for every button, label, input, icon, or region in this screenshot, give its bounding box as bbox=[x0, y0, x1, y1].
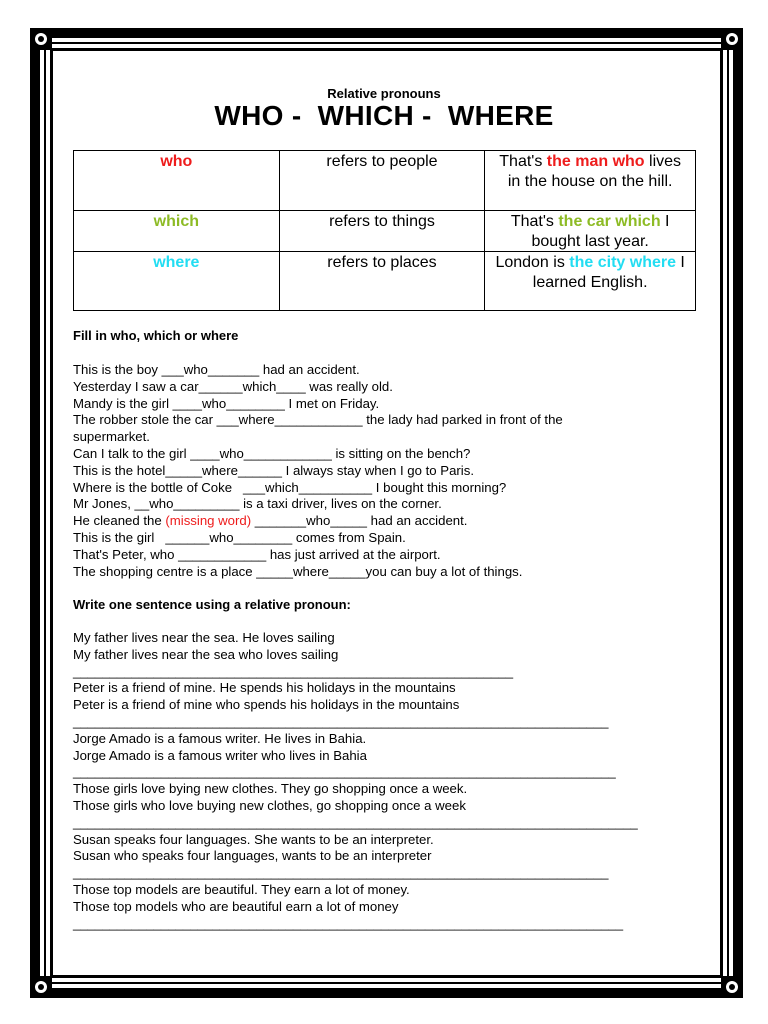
corner-ornament-icon bbox=[30, 976, 52, 998]
exercise-line: The robber stole the car ___where____________ the lady had parked in front of the bbox=[73, 412, 563, 428]
exercise-line: Susan speaks four languages. She wants to be an interpreter. bbox=[73, 831, 434, 847]
exercise-line: Those girls love bying new clothes. They go shopping once a week. bbox=[73, 781, 468, 797]
exercise-line: My father lives near the sea. He loves sailing bbox=[73, 630, 335, 645]
example-cell: London is the city where I learned English. bbox=[485, 252, 696, 311]
corner-ornament-icon bbox=[721, 976, 743, 998]
exercise-line: Can I talk to the girl ____who____________ is sitting on the bench? bbox=[73, 445, 471, 461]
page-subtitle: Relative pronouns bbox=[327, 86, 441, 101]
exercise-line: That's Peter, who ____________ has just arrived at the airport. bbox=[73, 546, 441, 562]
exercise-line: My father lives near the sea who loves sailing bbox=[73, 646, 339, 662]
answer-line: _________________________________________________________________________ bbox=[73, 713, 609, 729]
exercise-1-lines bbox=[73, 362, 563, 580]
exercise-2-lines bbox=[73, 630, 638, 932]
meaning-cell: refers to things bbox=[279, 211, 485, 252]
answer-line: _____________________________________________________________________________ bbox=[73, 814, 638, 830]
exercise-line: Peter is a friend of mine. He spends his holidays in the mountains bbox=[73, 680, 456, 696]
page-title: WHO - WHICH - WHERE bbox=[214, 100, 554, 131]
answer-line: ___________________________________________________________________________ bbox=[73, 915, 624, 931]
exercise-line: supermarket. bbox=[73, 429, 150, 445]
exercise-line: This is the hotel_____where______ I always stay when I go to Paris. bbox=[73, 462, 474, 478]
pronoun-table bbox=[73, 150, 696, 311]
example-cell: That's the car which I bought last year. bbox=[485, 211, 696, 252]
exercise-line: The shopping centre is a place _____where_____you can buy a lot of things. bbox=[73, 563, 523, 579]
exercise-1-heading: Fill in who, which or where bbox=[73, 328, 239, 343]
corner-ornament-icon bbox=[721, 28, 743, 50]
exercise-line: Those top models are beautiful. They earn a lot of money. bbox=[73, 881, 410, 897]
answer-line: ____________________________________________________________ bbox=[73, 663, 514, 679]
table-row bbox=[74, 211, 696, 252]
meaning-cell: refers to people bbox=[279, 151, 485, 211]
exercise-line: Mr Jones, __who_________ is a taxi driver, lives on the corner. bbox=[73, 496, 442, 512]
exercise-line: Mandy is the girl ____who________ I met on Friday. bbox=[73, 395, 380, 411]
pronoun-cell: who bbox=[74, 151, 280, 211]
exercise-line: Those girls who love buying new clothes, go shopping once a week bbox=[73, 797, 466, 813]
exercise-line: This is the boy ___who_______ had an accident. bbox=[73, 362, 360, 377]
pronoun-cell: which bbox=[74, 211, 280, 252]
exercise-line: He cleaned the (missing word) _______who_____ had an accident. bbox=[73, 513, 468, 529]
exercise-line: Where is the bottle of Coke ___which__________ I bought this morning? bbox=[73, 479, 507, 495]
answer-line: _________________________________________________________________________ bbox=[73, 865, 609, 881]
corner-ornament-icon bbox=[30, 28, 52, 50]
exercise-line: This is the girl ______who________ comes from Spain. bbox=[73, 529, 406, 545]
exercise-line: Peter is a friend of mine who spends his holidays in the mountains bbox=[73, 697, 460, 713]
exercise-line: Jorge Amado is a famous writer who lives in Bahia bbox=[73, 747, 367, 763]
exercise-line: Susan who speaks four languages, wants to be an interpreter bbox=[73, 848, 432, 864]
exercise-line: Those top models who are beautiful earn a lot of money bbox=[73, 898, 399, 914]
table-row bbox=[74, 151, 696, 211]
exercise-line: Yesterday I saw a car______which____ was really old. bbox=[73, 378, 393, 394]
exercise-line: Jorge Amado is a famous writer. He lives in Bahia. bbox=[73, 730, 367, 746]
table-row bbox=[74, 252, 696, 311]
exercise-2-heading: Write one sentence using a relative pronoun: bbox=[73, 597, 351, 612]
meaning-cell: refers to places bbox=[279, 252, 485, 311]
pronoun-cell: where bbox=[74, 252, 280, 311]
answer-line: __________________________________________________________________________ bbox=[73, 764, 616, 780]
example-cell: That's the man who lives in the house on the hill. bbox=[485, 151, 696, 211]
